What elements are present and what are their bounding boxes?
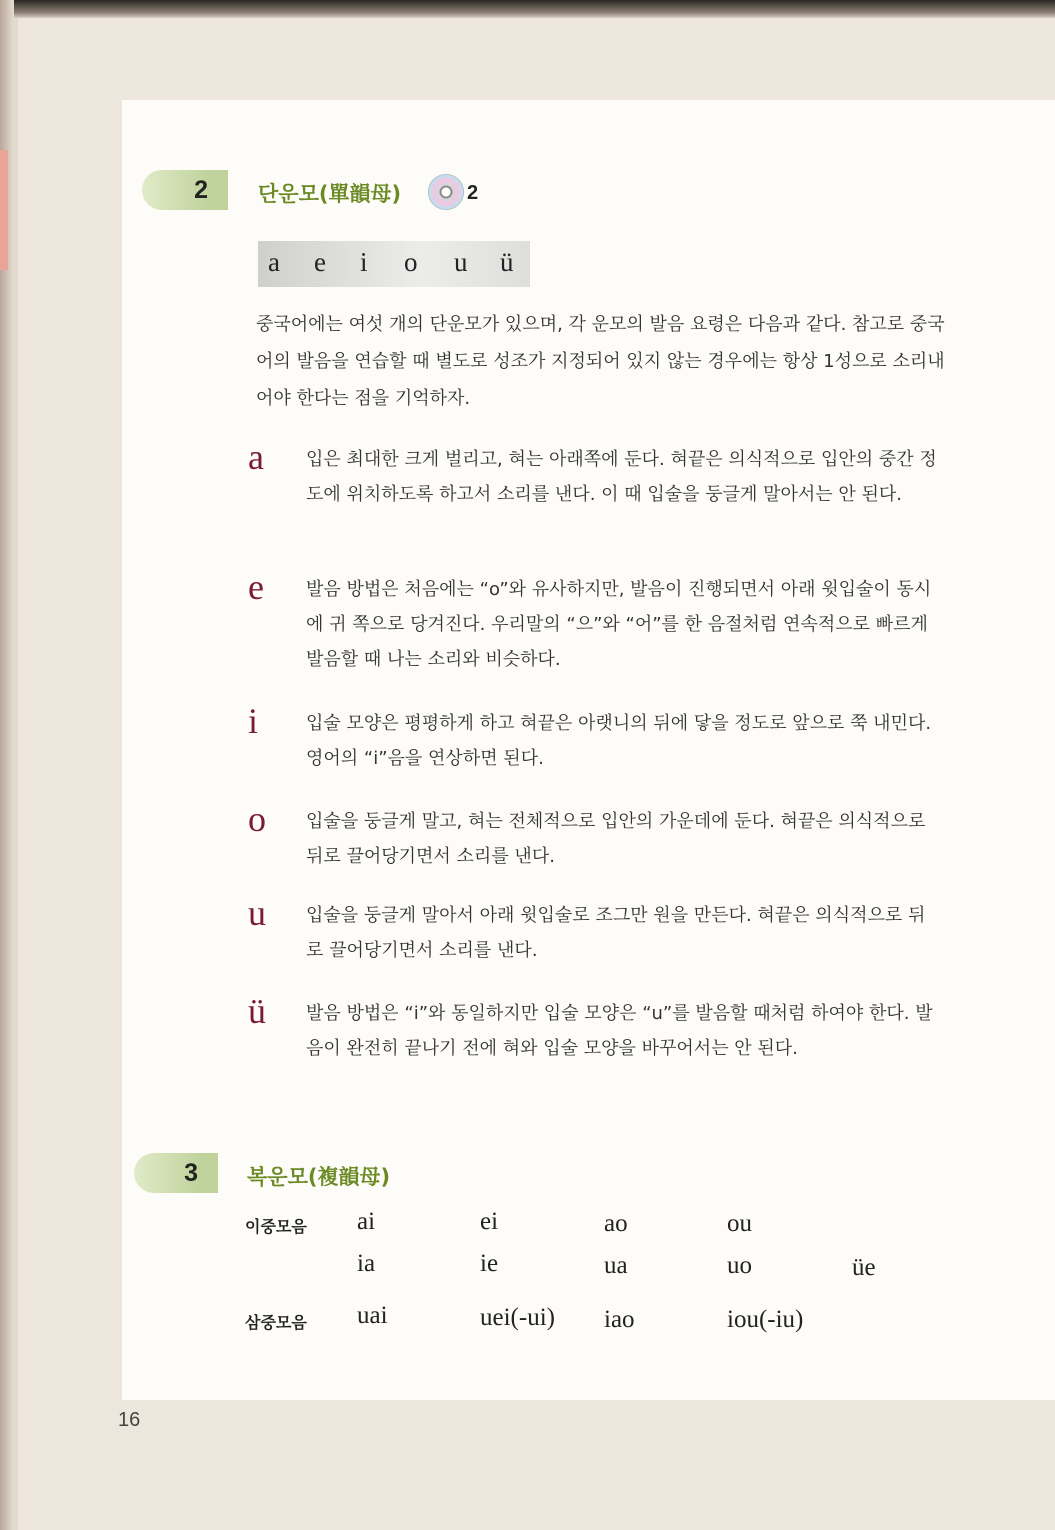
triphthong-cell: uai: [357, 1302, 388, 1329]
section-title: 단운모(單韻母): [258, 182, 402, 206]
diphthong-cell: ou: [727, 1210, 752, 1237]
vowel-description: 발음 방법은 처음에는 “o”와 유사하지만, 발음이 진행되면서 아래 윗입술이 동시에 귀 쪽으로 당겨진다. 우리말의 “으”와 “어”를 한 음절처럼 연속적으로 빠르게 발음할 때 나는 소리와 비슷하다.: [306, 579, 932, 670]
vowel-letter: i: [248, 701, 259, 741]
vowel-letter: a: [248, 437, 264, 477]
audio-cd-icon[interactable]: [428, 174, 464, 210]
binding-mark: [0, 150, 8, 270]
vowel-description: 발음 방법은 “i”와 동일하지만 입술 모양은 “u”를 발음할 때처럼 하여야 한다. 발음이 완전히 끝나기 전에 혀와 입술 모양을 바꾸어서는 안 된다.: [306, 1003, 933, 1059]
vowel-description: 입술 모양은 평평하게 하고 혀끝은 아랫니의 뒤에 닿을 정도로 앞으로 쭉 내민다. 영어의 “i”음을 연상하면 된다.: [306, 713, 932, 769]
diphthong-cell: ao: [604, 1210, 628, 1237]
diphthong-cell: ei: [480, 1208, 499, 1235]
triphthong-cell: uei(-ui): [480, 1304, 555, 1331]
triphthong-cell: iou(-iu): [727, 1306, 804, 1333]
vowel-a: a: [268, 247, 280, 277]
audio-track-number: 2: [467, 182, 479, 204]
diphthong-cell: üe: [852, 1254, 876, 1281]
vowel-letter: o: [248, 799, 266, 839]
diphthong-cell: ai: [357, 1208, 376, 1235]
diphthong-label: 이중모음: [245, 1217, 307, 1236]
diphthong-cell: ua: [604, 1252, 628, 1279]
vowel-e: e: [314, 247, 326, 277]
vowel-letter: u: [248, 893, 266, 933]
section-title: 복운모(複韻母): [247, 1165, 391, 1189]
scan-edge: [0, 0, 1055, 18]
diphthong-cell: ia: [357, 1250, 376, 1277]
vowel-i: i: [360, 247, 368, 277]
vowel-letter: e: [248, 567, 264, 607]
section-number-badge: 3: [134, 1153, 218, 1193]
vowel-o: o: [404, 247, 418, 277]
vowel-list-bar: [258, 241, 530, 287]
diphthong-cell: ie: [480, 1250, 499, 1277]
diphthong-cell: uo: [727, 1252, 752, 1279]
vowel-description: 입술을 둥글게 말고, 혀는 전체적으로 입안의 가운데에 둔다. 혀끝은 의식적으로 뒤로 끌어당기면서 소리를 낸다.: [306, 811, 926, 867]
vowel-u: u: [454, 247, 468, 277]
vowel-description: 입은 최대한 크게 벌리고, 혀는 아래쪽에 둔다. 혀끝은 의식적으로 입안의 중간 정도에 위치하도록 하고서 소리를 낸다. 이 때 입술을 둥글게 말아서는 안 된다.: [306, 449, 937, 505]
page-number: 16: [118, 1409, 141, 1431]
vowel-u-umlaut: ü: [500, 247, 514, 277]
intro-paragraph: 중국어에는 여섯 개의 단운모가 있으며, 각 운모의 발음 요령은 다음과 같다. 참고로 중국어의 발음을 연습할 때 별도로 성조가 지정되어 있지 않는 경우에는 항상 1성으로 소리내어야 한다는 점을 기억하자.: [256, 314, 945, 409]
triphthong-cell: iao: [604, 1306, 635, 1333]
vowel-letter: ü: [248, 991, 266, 1031]
triphthong-label: 삼중모음: [245, 1313, 307, 1332]
vowel-description: 입술을 둥글게 말아서 아래 윗입술로 조그만 원을 만든다. 혀끝은 의식적으로 뒤로 끌어당기면서 소리를 낸다.: [306, 905, 926, 961]
section-number-badge: 2: [142, 170, 228, 210]
